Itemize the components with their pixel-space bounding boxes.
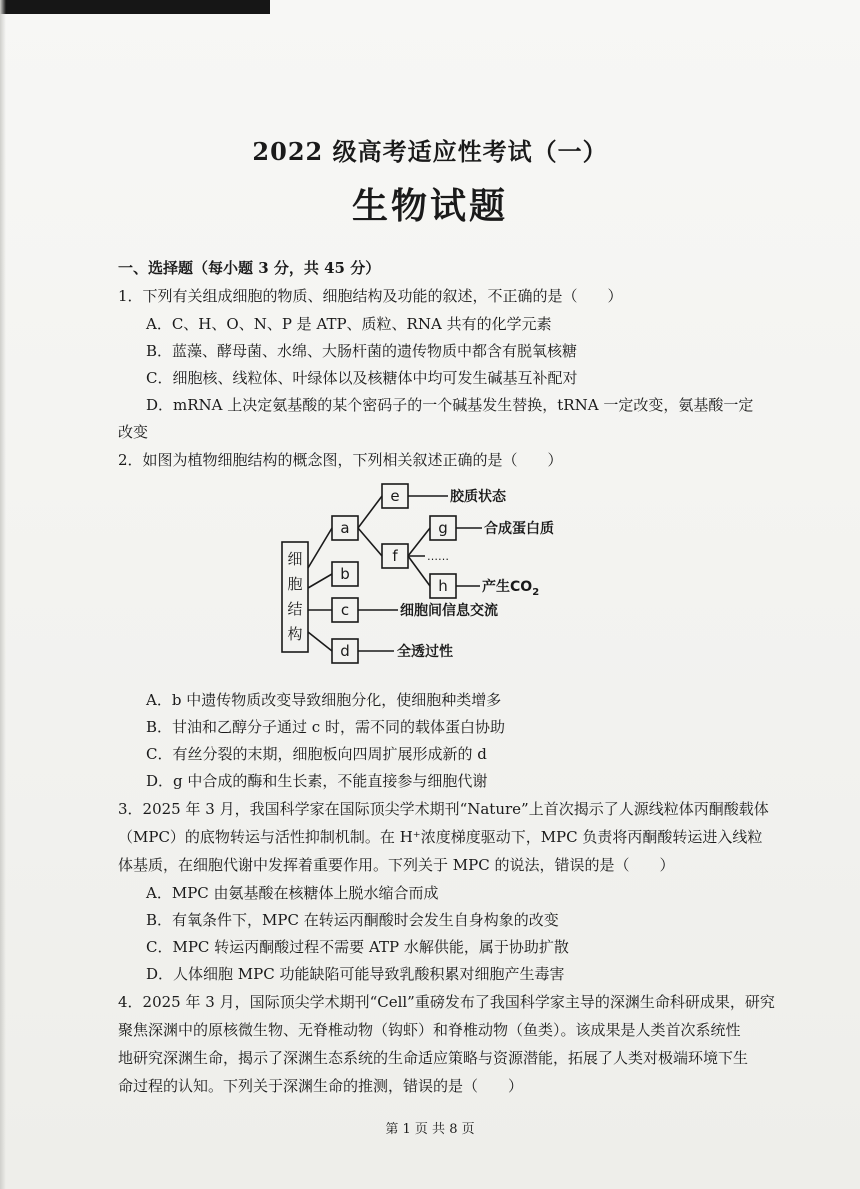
d-function-label: 全透过性	[397, 644, 453, 660]
c-function-label: 细胞间信息交流	[400, 603, 498, 619]
q3-stem-line2: （MPC）的底物转运与活性抑制机制。在 H⁺浓度梯度驱动下，MPC 负责将丙酮酸转运进入线粒	[118, 828, 763, 846]
node-a-label: a	[340, 519, 350, 537]
q3-stem-line1: 3．2025 年 3 月，我国科学家在国际顶尖学术期刊“Nature”上首次揭示了人源线粒体丙酮酸载体	[118, 800, 769, 818]
q3-option-d: D．人体细胞 MPC 功能缺陷可能导致乳酸积累对细胞产生毒害	[146, 965, 565, 983]
q3-option-c: C．MPC 转运丙酮酸过程不需要 ATP 水解供能，属于协助扩散	[146, 938, 569, 956]
svg-text:产生CO2	[482, 578, 539, 598]
node-g-label: g	[438, 519, 448, 537]
q4-stem-line2: 聚焦深渊中的原核微生物、无脊椎动物（钩虾）和脊椎动物（鱼类）。该成果是人类首次系统性	[118, 1021, 741, 1039]
q1-option-a: A．C、H、O、N、P 是 ATP、质粒、RNA 共有的化学元素	[146, 315, 552, 333]
node-e-label: e	[390, 487, 400, 505]
q2-option-a: A．b 中遗传物质改变导致细胞分化，使细胞种类增多	[146, 691, 502, 709]
q1-option-b: B．蓝藻、酵母菌、水绵、大肠杆菌的遗传物质中都含有脱氧核糖	[146, 342, 578, 360]
q4-stem-line3: 地研究深渊生命，揭示了深渊生态系统的生命适应策略与资源潜能，拓展了人类对极端环境下生	[118, 1049, 749, 1067]
e-function-label: 胶质状态	[450, 489, 506, 505]
section-heading: 一、选择题（每小题 3 分，共 45 分）	[118, 259, 381, 277]
node-d-label: d	[340, 642, 350, 660]
root-char-4: 构	[287, 625, 303, 643]
cell-structure-concept-map	[270, 476, 570, 676]
q4-stem-line1: 4．2025 年 3 月，国际顶尖学术期刊“Cell”重磅发布了我国科学家主导的深渊生命科研成果，研究	[118, 993, 775, 1011]
page-number: 第 1 页 共 8 页	[385, 1122, 475, 1137]
h-function-label: 产生CO	[482, 579, 533, 595]
h-function-subscript: 2	[532, 587, 540, 598]
q3-option-a: A．MPC 由氨基酸在核糖体上脱水缩合而成	[146, 884, 439, 902]
q3-option-b: B．有氧条件下，MPC 在转运丙酮酸时会发生自身构象的改变	[146, 911, 559, 929]
q4-stem-line4: 命过程的认知。下列关于深渊生命的推测，错误的是（ ）	[118, 1077, 524, 1095]
q2-stem: 2．如图为植物细胞结构的概念图，下列相关叙述正确的是（ ）	[118, 451, 563, 469]
node-c-label: c	[340, 601, 350, 619]
q1-option-d: D．mRNA 上决定氨基酸的某个密码子的一个碱基发生替换，tRNA 一定改变，氨基酸一定	[146, 396, 754, 414]
q1-stem: 1．下列有关组成细胞的物质、细胞结构及功能的叙述，不正确的是（ ）	[118, 287, 623, 305]
q3-stem-line3: 体基质，在细胞代谢中发挥着重要作用。下列关于 MPC 的说法，错误的是（ ）	[118, 856, 675, 874]
root-char-2: 胞	[287, 575, 303, 593]
q2-option-b: B．甘油和乙醇分子通过 c 时，需不同的载体蛋白协助	[146, 718, 505, 736]
exam-title: 2022 级高考适应性考试（一）	[252, 137, 608, 166]
f-dots: ……	[427, 550, 449, 563]
node-b-label: b	[340, 565, 350, 583]
scan-shadow-top	[0, 0, 270, 14]
subject-title: 生物试题	[351, 185, 508, 227]
node-h-label: h	[438, 577, 448, 595]
g-function-label: 合成蛋白质	[484, 521, 554, 537]
root-char-3: 结	[287, 600, 303, 618]
q2-option-d: D．g 中合成的酶和生长素，不能直接参与细胞代谢	[146, 772, 488, 790]
q1-option-d-cont: 改变	[118, 423, 149, 441]
q1-option-c: C．细胞核、线粒体、叶绿体以及核糖体中均可发生碱基互补配对	[146, 369, 578, 387]
root-char-1: 细	[287, 550, 303, 568]
node-f-label: f	[392, 547, 398, 565]
q2-option-c: C．有丝分裂的末期，细胞板向四周扩展形成新的 d	[146, 745, 487, 763]
